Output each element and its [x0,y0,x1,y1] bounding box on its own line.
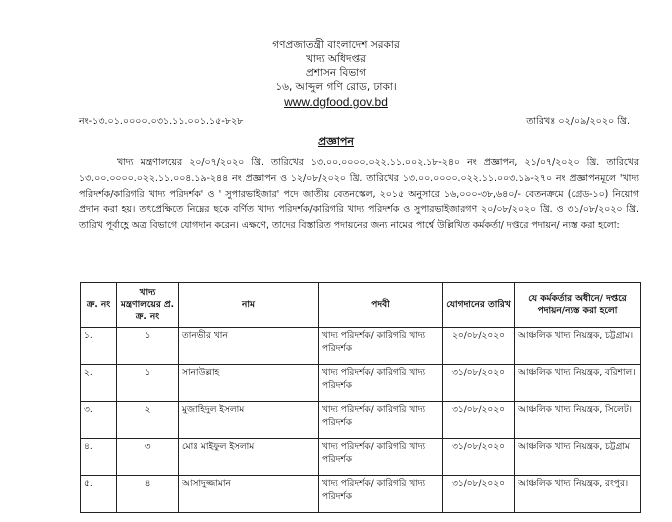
cell-name: সানাউল্লাহ [179,365,319,402]
memo-date: তারিখঃ ০২/০৯/২০২০ খ্রি. [526,116,630,127]
header-joining-date: যোগদানের তারিখ [443,283,515,328]
govt-name: গণপ্রজাতন্ত্রী বাংলাদেশ সরকার [272,39,400,51]
cell-ministry-sl: ১ [117,328,179,365]
cell-joining-date: ২০/০৮/২০২০ [443,328,515,365]
header-name: নাম [179,283,319,328]
cell-sl: ২. [81,365,117,402]
cell-ministry-sl: ৪ [117,476,179,513]
cell-ministry-sl: ৩ [117,439,179,476]
header-ministry-sl: খাদ্য মন্ত্রণালয়ের প্র. ক্র. নং [117,283,179,328]
cell-name: তানভীর খান [179,328,319,365]
header-sl: ক্র. নং [81,283,117,328]
cell-joining-date: ৩১/০৮/২০২০ [443,365,515,402]
office-address: ১৬, আব্দুল গণি রোড, ঢাকা। [275,81,397,93]
table-header-row [81,283,641,328]
header-designation: পদবী [319,283,443,328]
reference-number: নং-১৩.০১.০০০০.০৩১.১১.০০১.১৫-৮২৮ [79,116,244,127]
header-posting: যে কর্মকর্তার অধীনে/ দপ্তরে পদায়ন/ন্যস্ত করা হলো [515,283,641,328]
cell-sl: ৫. [81,476,117,513]
department-name: খাদ্য অধিদপ্তর [306,53,366,65]
table-row [81,476,641,513]
cell-joining-date: ৩১/০৮/২০২০ [443,476,515,513]
cell-sl: ১. [81,328,117,365]
cell-designation: খাদ্য পরিদর্শক/ কারিগরি খাদ্য পরিদর্শক [319,439,443,476]
cell-designation: খাদ্য পরিদর্শক/ কারিগরি খাদ্য পরিদর্শক [319,365,443,402]
division-name: প্রশাসন বিভাগ [305,67,367,79]
cell-designation: খাদ্য পরিদর্শক/ কারিগরি খাদ্য পরিদর্শক [319,402,443,439]
document-title-text: প্রজ্ঞাপন [318,135,354,148]
cell-posting: আঞ্চলিক খাদ্য নিয়ন্ত্রক, রংপুর। [515,476,641,513]
cell-designation: খাদ্য পরিদর্শক/ কারিগরি খাদ্য পরিদর্শক [319,328,443,365]
cell-posting: আঞ্চলিক খাদ্য নিয়ন্ত্রক, চট্টগ্রাম [515,439,641,476]
cell-ministry-sl: ২ [117,402,179,439]
cell-posting: আঞ্চলিক খাদ্য নিয়ন্ত্রক, সিলেট। [515,402,641,439]
table-row [81,439,641,476]
table-row [81,328,641,365]
cell-posting: আঞ্চলিক খাদ্য নিয়ন্ত্রক, বরিশাল। [515,365,641,402]
body-paragraph [79,155,639,234]
cell-joining-date: ৩১/০৮/২০২০ [443,439,515,476]
cell-designation: খাদ্য পরিদর্শক/ কারিগরি খাদ্য পরিদর্শক [319,476,443,513]
cell-name: আসাদুজ্জামান [179,476,319,513]
cell-joining-date: ৩১/০৮/২০২০ [443,402,515,439]
cell-sl: ৩. [81,402,117,439]
cell-name: মোঃ মাইফুল ইসলাম [179,439,319,476]
website-line [0,95,672,109]
cell-name: মুজাহিদুল ইসলাম [179,402,319,439]
cell-ministry-sl: ১ [117,365,179,402]
body-text: খাদ্য মন্ত্রণালয়ের ২০/০৭/২০২০ খ্রি. তারিখের ১৩.০০.০০০০.০২২.১১.০০২.১৮-২৪০ নং প্রজ্ঞাপন, ২১/০৭/২০২০ খ্রি. তারিখের ১৩.০০.০০০০.০২২.১১.০০৪.১৯-২৪৪ নং প্রজ্ঞাপন ও ১২/০৮/২০২০ খ্রি. তারিখের ১৩.০০.০০০০.০২২.১১.০০৩.১৯-২৭০ নং প্রজ্ঞাপনমূলে 'খাদ্য পরিদর্শক/কারিগরি খাদ্য পরিদর্শক' ও ' সুপারভাইজার' পদে জাতীয় বেতনস্কেল, ২০১৫ অনুসারে ১৬,০০০-৩৮,৬৪০/- বেতনক্রমে (গ্রেড-১০) নিয়োগ প্রদান করা হয়। তৎপ্রেক্ষিতে নিম্নের ছকে বর্ণিত খাদ্য পরিদর্শক/কারিগরি খাদ্য পরিদর্শক ও সুপারভাইজারগণ ২০/০৮/২০২০ খ্রি. ও ৩১/০৮/২০২০ খ্রি. তারিখ পূর্বাহ্ণে অত্র বিভাগে যোগদান করেন। এক্ষণে, তাদের বিস্তারিত পদায়নের জন্য নামের পার্শ্বে উল্লিখিত কর্মকর্তা/ দপ্তরে পদায়ন/ ন্যস্ত করা হলো: [79,157,639,232]
table-row [81,365,641,402]
table-row [81,402,641,439]
posting-table [80,282,641,513]
document-title [0,133,672,152]
website-link[interactable]: www.dgfood.gov.bd [284,95,388,109]
cell-sl: ৪. [81,439,117,476]
cell-posting: আঞ্চলিক খাদ্য নিয়ন্ত্রক, চট্টগ্রাম। [515,328,641,365]
